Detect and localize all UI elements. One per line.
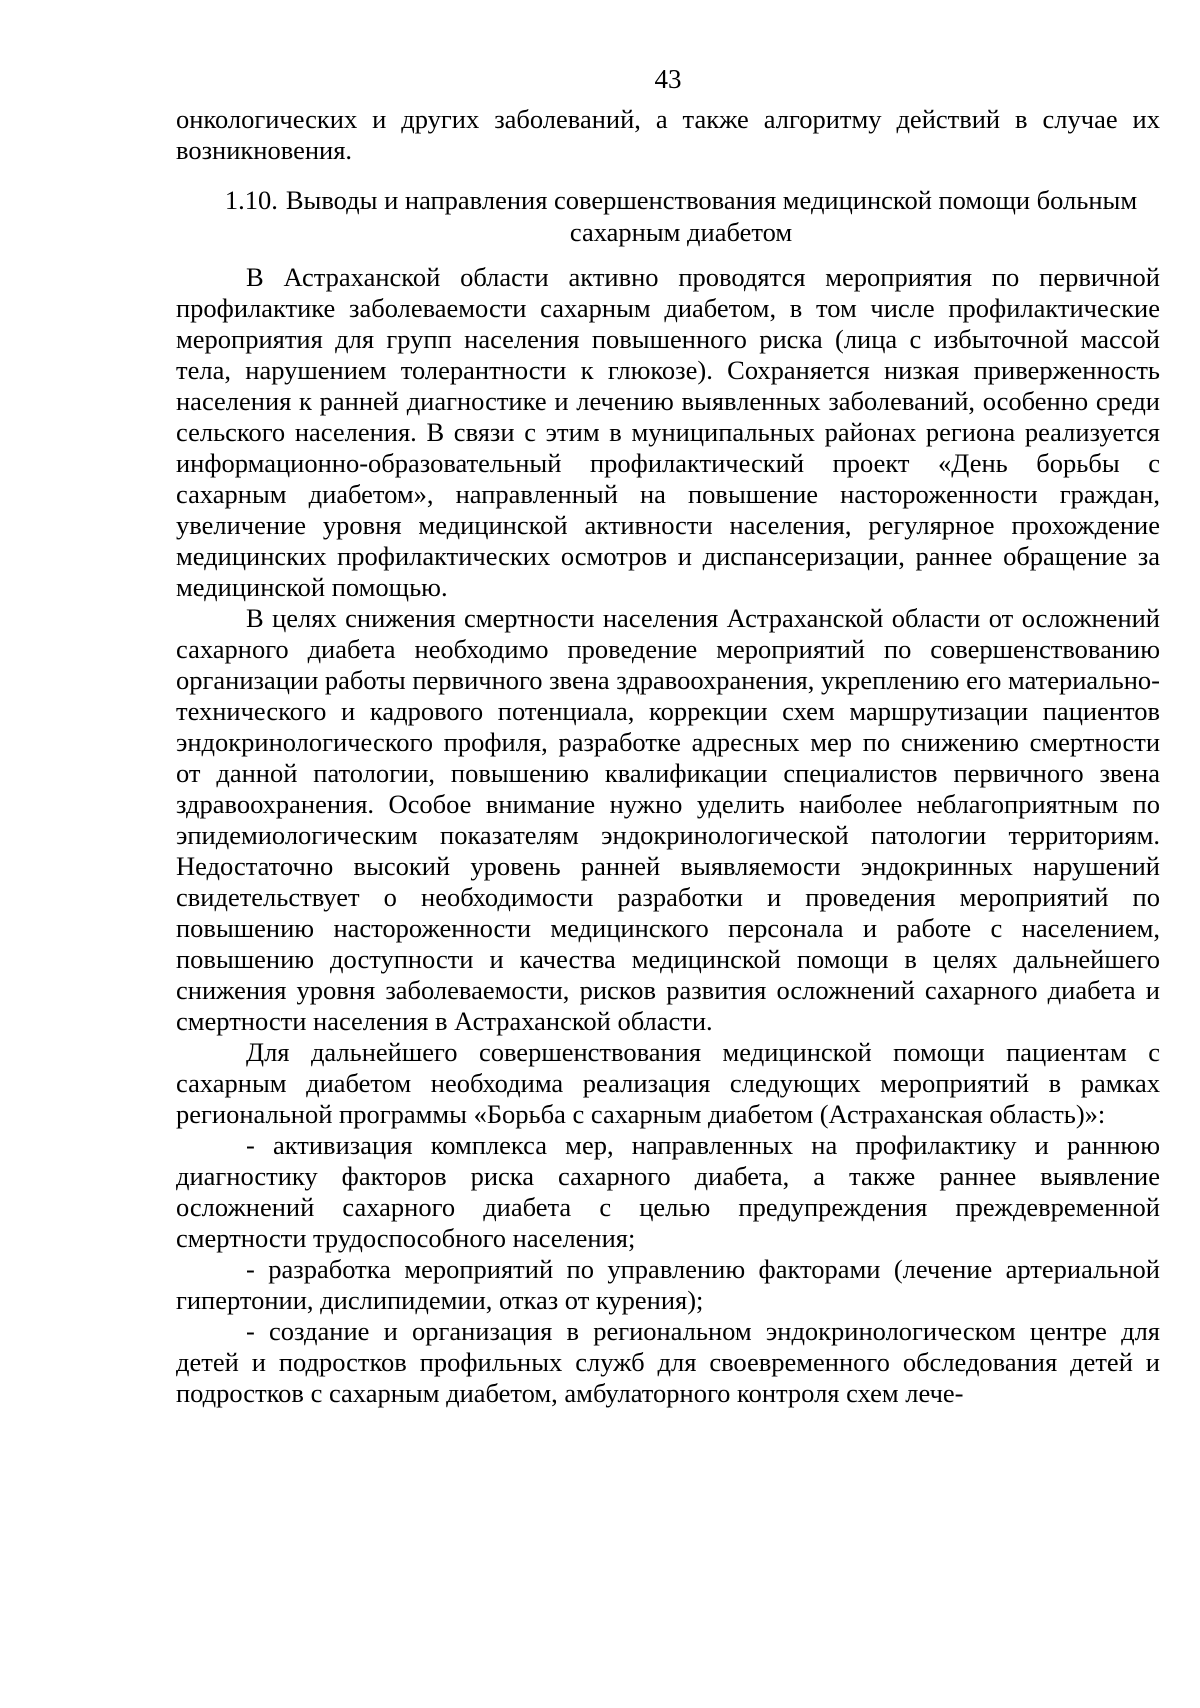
paragraph-mortality: В целях снижения смертности населения Астраханской области от осложнений сахарного диабета необходимо проведение мероприятий по совершенствованию организации работы первичного звена здравоохранения, укреплению его материально-технического и кадрового потенциала, коррекции схем маршрутизации пациентов эндокринологического профиля, разработке адресных мер по снижению смертности от данной патологии, повышению квалификации специалистов первичного звена здравоохранения. Особое внимание нужно уделить наиболее неблагоприятным по эпидемиологическим показателям эндокринологической патологии территориям. Недостаточно высокий уровень ранней выявляемости эндокринных нарушений свидетельствует о необходимости разработки и проведения мероприятий по повышению настороженности медицинского персонала и работе с населением, повышению доступности и качества медицинской помощи в целях дальнейшего снижения уровня заболеваемости, рисков развития осложнений сахарного диабета и смертности населения в Астраханской области. bbox=[176, 603, 1160, 1036]
intro-paragraph: онкологических и других заболеваний, а также алгоритму действий в случае их возникновения. bbox=[176, 104, 1160, 165]
section-heading bbox=[176, 184, 1160, 248]
paragraph-prevention: В Астраханской области активно проводятся мероприятия по первичной профилактике заболеваемости сахарным диабетом, в том числе профилактические мероприятия для групп населения повышенного риска (лица с избыточной массой тела, нарушением толерантности к глюкозе). Сохраняется низкая приверженность населения к ранней диагностике и лечению выявленных заболеваний, особенно среди сельского населения. В связи с этим в муниципальных районах региона реализуется информационно-образовательный профилактический проект «День борьбы с сахарным диабетом», направленный на повышение настороженности граждан, увеличение уровня медицинской активности населения, регулярное прохождение медицинских профилактических осмотров и диспансеризации, раннее обращение за медицинской помощью. bbox=[176, 262, 1160, 602]
section-title: Выводы и направления совершенствования медицинской помощи больным сахарным диабетом bbox=[285, 185, 1138, 247]
page-number: 43 bbox=[654, 64, 682, 94]
list-item-risk-factors: - разработка мероприятий по управлению факторами (лечение артериальной гипертонии, дислипидемии, отказ от курения); bbox=[176, 1254, 1160, 1315]
list-item-pediatric-center: - создание и организация в региональном эндокринологическом центре для детей и подростков профильных служб для своевременного обследования детей и подростков с сахарным диабетом, амбулаторного контроля схем лече- bbox=[176, 1316, 1160, 1408]
section-number: 1.10. bbox=[224, 185, 278, 215]
paragraph-program: Для дальнейшего совершенствования медицинской помощи пациентам с сахарным диабетом необходима реализация следующих мероприятий в рамках региональной программы «Борьба с сахарным диабетом (Астраханская область)»: bbox=[176, 1037, 1160, 1129]
list-item-activation: - активизация комплекса мер, направленных на профилактику и раннюю диагностику факторов риска сахарного диабета, а также раннее выявление осложнений сахарного диабета с целью предупреждения преждевременной смертности трудоспособного населения; bbox=[176, 1130, 1160, 1253]
